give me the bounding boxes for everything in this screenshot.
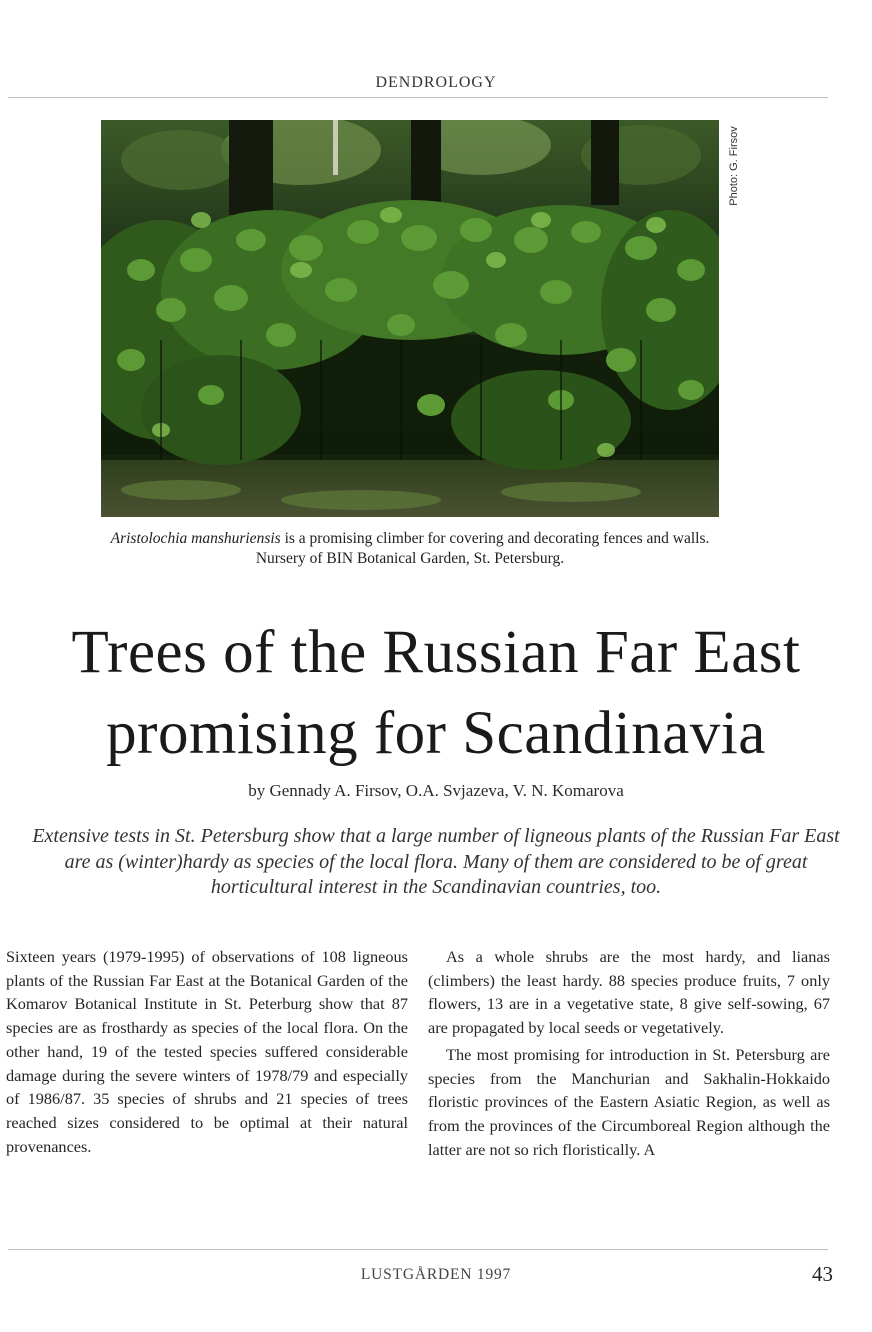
photo-caption	[100, 529, 720, 569]
column-left	[6, 945, 408, 1158]
article-byline: by Gennady A. Firsov, O.A. Svjazeva, V. N. Komarova	[248, 781, 624, 800]
caption-species: Aristolochia manshuriensis	[110, 530, 281, 547]
header-rule	[8, 97, 828, 98]
climber-photo-image	[101, 120, 719, 517]
page-number: 43	[812, 1262, 833, 1286]
article-title	[0, 612, 872, 774]
column-right	[428, 945, 830, 1161]
journal-footer: LUSTGÅRDEN 1997	[360, 1266, 512, 1283]
section-header: DENDROLOGY	[375, 74, 497, 91]
title-line-2: promising for Scandinavia	[106, 700, 766, 767]
article-photo	[101, 120, 719, 517]
photo-credit: Photo: G. Firsov	[728, 126, 740, 206]
footer-rule	[8, 1249, 828, 1250]
paragraph: As a whole shrubs are the most hardy, and lianas (climbers) the least hardy. 88 species produce fruits, 7 only flowers, 13 are in a vegetative state, 8 give self-sowing, 67 are propagated by local seeds or vegetatively.	[428, 947, 830, 1038]
title-line-1: Trees of the Russian Far East	[71, 619, 801, 686]
paragraph: Sixteen years (1979-1995) of observations of 108 ligneous plants of the Russian Far East at the Botanical Garden of the Komarov Botanical Institute in St. Peterburg show that 87 species are as frosthardy as species of the local flora. On the other hand, 19 of the tested species suffered considerable damage during the severe winters of 1978/79 and especially of 1986/87. 35 species of shrubs and 21 species of trees reached sizes considered to be optimal at their natural provenances.	[6, 947, 408, 1156]
caption-text: is a promising climber for covering and decorating fences and walls. Nursery of BIN Botanical Garden, St. Petersburg.	[255, 530, 710, 567]
paragraph: The most promising for introduction in St. Petersburg are species from the Manchurian and Sakhalin-Hokkaido floristic provinces of the Eastern Asiatic Region, as well as from the provinces of the Circumboreal Region although the latter are not so rich floristically. A	[428, 1044, 830, 1159]
article-lead: Extensive tests in St. Petersburg show that a large number of ligneous plants of the Russian Far East are as (winter)hardy as species of the local flora. Many of them are considered to be of great horticultural interest in the Scandinavian countries, too.	[32, 825, 840, 898]
